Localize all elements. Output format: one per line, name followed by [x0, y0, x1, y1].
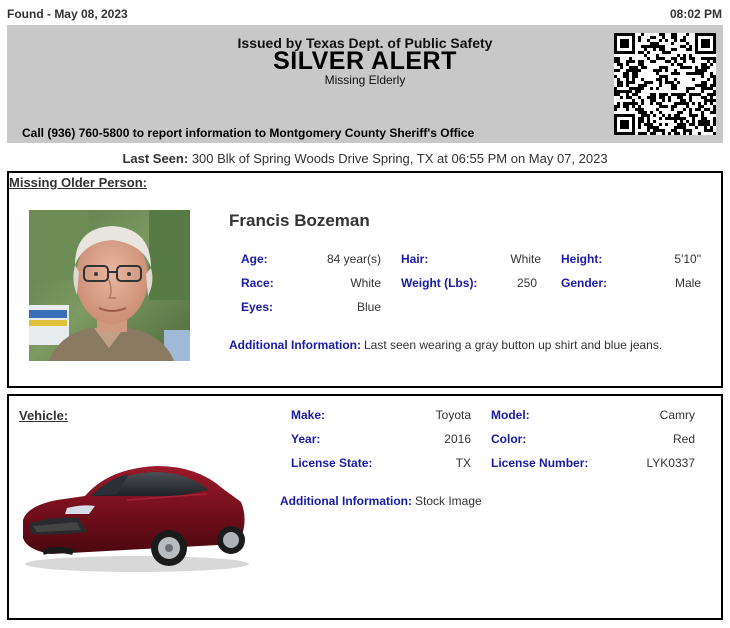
eyes-label: Eyes:	[241, 300, 274, 314]
color-label: Color:	[491, 432, 527, 446]
age-label: Age:	[241, 252, 268, 266]
model-label: Model:	[491, 408, 530, 422]
license-number-value: LYK0337	[646, 456, 695, 470]
eyes-value: Blue	[356, 300, 381, 314]
model-value: Camry	[659, 408, 695, 422]
gender-value: Male	[674, 276, 701, 290]
person-additional-label: Additional Information:	[229, 338, 361, 352]
person-additional-value: Last seen wearing a gray button up shirt and blue jeans.	[363, 338, 663, 352]
color-value: Red	[672, 432, 695, 446]
year-label: Year:	[291, 432, 321, 446]
last-seen-label: Last Seen:	[122, 151, 189, 166]
license-state-value: TX	[455, 456, 471, 470]
license-state-label: License State:	[291, 456, 373, 470]
alert-banner	[7, 25, 723, 143]
make-label: Make:	[291, 408, 326, 422]
vehicle-additional-label: Additional Information:	[280, 494, 412, 508]
alert-title: SILVER ALERT	[273, 47, 457, 75]
weight-label: Weight (Lbs):	[401, 276, 478, 290]
found-time: 08:02 PM	[669, 7, 722, 21]
make-value: Toyota	[435, 408, 471, 422]
person-section-title: Missing Older Person:	[9, 175, 147, 190]
found-date: Found - May 08, 2023	[7, 7, 128, 21]
last-seen-value: 300 Blk of Spring Woods Drive Spring, TX at 06:55 PM on May 07, 2023	[191, 151, 608, 166]
person-section	[7, 171, 723, 388]
height-label: Height:	[561, 252, 603, 266]
license-number-label: License Number:	[491, 456, 589, 470]
car-photo	[17, 458, 249, 576]
hair-label: Hair:	[401, 252, 429, 266]
alert-subtitle: Missing Elderly	[324, 73, 406, 87]
qr-code-icon[interactable]	[614, 33, 716, 135]
vehicle-additional-info	[280, 494, 482, 508]
hair-value: White	[510, 252, 541, 266]
race-label: Race:	[241, 276, 274, 290]
person-photo	[29, 210, 190, 361]
race-value: White	[350, 276, 381, 290]
vehicle-section	[7, 394, 723, 620]
vehicle-additional-value: Stock Image	[414, 494, 482, 508]
last-seen	[0, 151, 730, 166]
person-name: Francis Bozeman	[229, 211, 370, 230]
height-value: 5'10"	[674, 252, 701, 266]
weight-value: 250	[516, 276, 537, 290]
gender-label: Gender:	[561, 276, 608, 290]
issued-by: Issued by Texas Dept. of Public Safety	[237, 35, 493, 51]
call-instructions: Call (936) 760-5800 to report information to Montgomery County Sheriff's Office	[22, 126, 475, 140]
year-value: 2016	[444, 432, 471, 446]
person-additional-info	[229, 338, 662, 352]
age-value: 84 year(s)	[326, 252, 381, 266]
vehicle-section-title: Vehicle:	[19, 408, 69, 423]
